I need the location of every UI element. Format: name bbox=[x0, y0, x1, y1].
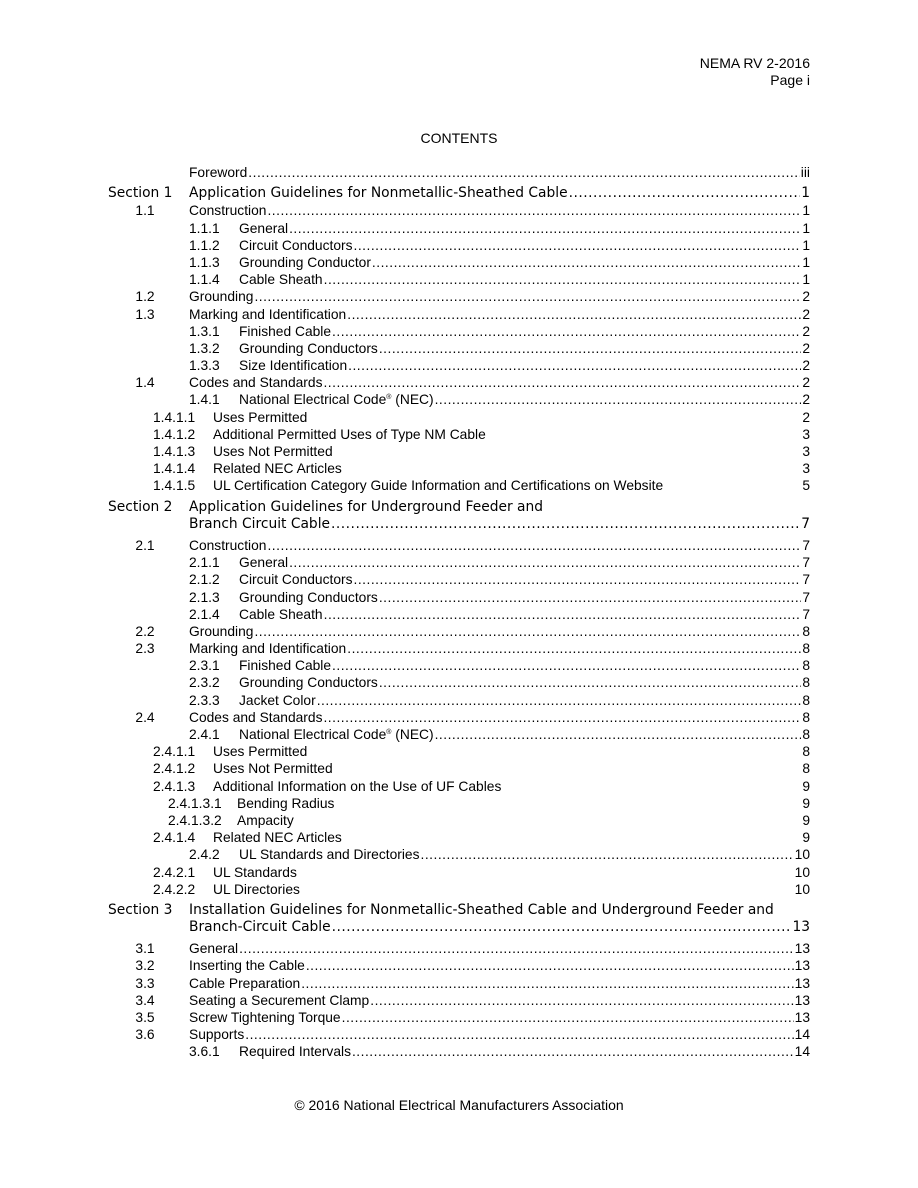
toc-entry-title-line bbox=[189, 185, 810, 202]
toc-entry-number: 1.4 bbox=[135, 375, 155, 391]
toc-page-number: 1 bbox=[801, 185, 810, 202]
dot-leader bbox=[332, 919, 792, 936]
toc-entry-number: 1.4.1 bbox=[189, 392, 220, 408]
toc-entry-number: 2.1.2 bbox=[189, 572, 220, 588]
dot-leader bbox=[435, 391, 802, 408]
toc-entry-number: 2.4.1 bbox=[189, 727, 220, 742]
toc-entry-title: Finished Cable bbox=[239, 323, 332, 339]
toc-entry[interactable] bbox=[108, 202, 810, 219]
toc-entry-title-line bbox=[213, 881, 300, 898]
registered-mark: ® bbox=[386, 394, 392, 402]
toc-entry-number: 2.4.2.2 bbox=[153, 881, 196, 897]
toc-entry[interactable] bbox=[108, 606, 810, 623]
toc-entry[interactable] bbox=[108, 537, 810, 554]
toc-entry-number: 3.1 bbox=[135, 941, 155, 957]
toc-page-number: 13 bbox=[794, 992, 810, 1008]
toc-entry[interactable] bbox=[108, 306, 810, 323]
toc-entry-title: Related NEC Articles bbox=[213, 830, 342, 846]
toc-entry-title: Branch Circuit Cable bbox=[189, 515, 331, 532]
toc-entry-number: 3.3 bbox=[135, 975, 155, 991]
toc-entry[interactable] bbox=[108, 185, 810, 202]
toc-entry-title-line bbox=[189, 940, 810, 957]
toc-entry[interactable] bbox=[108, 674, 810, 691]
toc-page-number: 9 bbox=[802, 795, 810, 811]
dot-leader bbox=[332, 657, 801, 674]
toc-page-number: 2 bbox=[802, 306, 810, 322]
toc-entry-title-line bbox=[239, 220, 810, 237]
toc-entry[interactable] bbox=[108, 795, 810, 812]
toc-page-number: 10 bbox=[794, 847, 810, 863]
toc-entry-title: Grounding bbox=[189, 623, 254, 639]
toc-entry-title-line bbox=[189, 202, 810, 219]
dot-leader bbox=[254, 288, 801, 305]
toc-entry[interactable] bbox=[108, 657, 810, 674]
toc-page-number: 1 bbox=[802, 203, 810, 219]
toc-page-number: 3 bbox=[802, 461, 810, 477]
toc-entry-title: UL Certification Category Guide Information and Certifications on Website bbox=[213, 478, 664, 494]
dot-leader bbox=[324, 271, 802, 288]
toc-entry-title: Cable Preparation bbox=[189, 975, 301, 991]
toc-entry-title: Size Identification bbox=[239, 358, 348, 374]
toc-entry-title-line bbox=[239, 271, 810, 288]
toc-page-number: 2 bbox=[802, 375, 810, 391]
toc-entry-title-line bbox=[213, 426, 486, 443]
toc-entry[interactable] bbox=[108, 426, 810, 443]
toc-entry-title-line bbox=[239, 589, 810, 606]
dot-leader bbox=[332, 323, 801, 340]
toc-entry-number: 1.1.3 bbox=[189, 254, 220, 270]
toc-entry-number: 1.2 bbox=[135, 289, 155, 305]
toc-page-number: 13 bbox=[794, 941, 810, 957]
dot-leader bbox=[323, 709, 801, 726]
toc-entry-title: General bbox=[189, 941, 239, 957]
toc-entry-title-line bbox=[189, 992, 810, 1009]
toc-entry[interactable] bbox=[108, 516, 810, 533]
toc-entry-number: 2.4.2.1 bbox=[153, 864, 196, 880]
toc-entry-title-line bbox=[189, 957, 810, 974]
toc-entry-title: Grounding Conductors bbox=[239, 589, 378, 605]
toc-entry-title-line bbox=[213, 443, 333, 460]
toc-page-number: 2 bbox=[802, 409, 810, 425]
toc-page-number: 13 bbox=[792, 919, 810, 936]
toc-entry-number: 1.1 bbox=[135, 203, 155, 219]
toc-entry[interactable] bbox=[108, 391, 810, 408]
toc-entry-number: 3.6 bbox=[135, 1027, 155, 1043]
table-of-contents bbox=[108, 164, 810, 1061]
dot-leader bbox=[323, 374, 801, 391]
toc-page-number: 2 bbox=[802, 289, 810, 305]
toc-entry-title: Installation Guidelines for Nonmetallic-Sheathed Cable and Underground Feeder and bbox=[189, 901, 774, 918]
toc-page-number: 8 bbox=[802, 623, 810, 639]
toc-entry-title: Grounding bbox=[189, 289, 254, 305]
copyright-footer: © 2016 National Electrical Manufacturers Association bbox=[294, 1097, 624, 1113]
dot-leader bbox=[239, 940, 794, 957]
toc-entry-title: Branch-Circuit Cable bbox=[189, 919, 331, 936]
toc-entry[interactable] bbox=[108, 812, 810, 829]
toc-entry-title-line bbox=[189, 623, 810, 640]
toc-entry-number: 3.6.1 bbox=[189, 1044, 220, 1060]
toc-page-number: 2 bbox=[802, 323, 810, 339]
toc-entry-title-suffix: (NEC) bbox=[391, 727, 434, 742]
toc-page-number: 8 bbox=[802, 675, 810, 691]
toc-entry[interactable] bbox=[108, 975, 810, 992]
toc-entry[interactable] bbox=[108, 709, 810, 726]
toc-entry[interactable] bbox=[108, 726, 810, 743]
dot-leader bbox=[347, 640, 801, 657]
dot-leader bbox=[317, 692, 802, 709]
toc-entry-number: 2.4.1.4 bbox=[153, 830, 196, 846]
toc-entry-number: 2.1.1 bbox=[189, 555, 220, 571]
toc-entry-title-line bbox=[239, 357, 810, 374]
toc-entry[interactable] bbox=[108, 554, 810, 571]
dot-leader bbox=[372, 254, 801, 271]
dot-leader bbox=[347, 306, 801, 323]
toc-entry[interactable] bbox=[108, 743, 810, 760]
toc-page-number: 13 bbox=[794, 958, 810, 974]
toc-page-number: 8 bbox=[802, 709, 810, 725]
toc-entry-title: Grounding Conductors bbox=[239, 675, 378, 691]
toc-page-number: 9 bbox=[802, 778, 810, 794]
toc-entry[interactable] bbox=[108, 589, 810, 606]
dot-leader bbox=[324, 606, 802, 623]
dot-leader bbox=[306, 957, 794, 974]
toc-entry-title-line bbox=[239, 571, 810, 588]
toc-entry-title: National Electrical Code bbox=[239, 392, 387, 408]
toc-entry-number: 2.3 bbox=[135, 641, 155, 657]
dot-leader bbox=[420, 846, 793, 863]
toc-page-number: 2 bbox=[802, 392, 810, 408]
toc-entry-title-line bbox=[189, 306, 810, 323]
toc-entry-title-line bbox=[189, 164, 810, 181]
toc-entry-title: Marking and Identification bbox=[189, 306, 347, 322]
dot-leader bbox=[379, 674, 801, 691]
toc-entry-title-line bbox=[189, 537, 810, 554]
toc-page-number: 8 bbox=[802, 761, 810, 777]
toc-entry-number: Section 2 bbox=[108, 498, 173, 515]
toc-entry-title: UL Standards bbox=[213, 864, 297, 880]
toc-entry[interactable] bbox=[108, 640, 810, 657]
toc-entry-title-line bbox=[239, 391, 810, 408]
toc-page-number: 3 bbox=[802, 444, 810, 459]
toc-entry-number: 2.1.4 bbox=[189, 606, 220, 622]
toc-entry[interactable] bbox=[108, 271, 810, 288]
toc-entry-title: Construction bbox=[189, 537, 267, 553]
toc-entry-title: Screw Tightening Torque bbox=[189, 1010, 341, 1025]
toc-page-number: 8 bbox=[802, 744, 810, 760]
toc-entry[interactable] bbox=[108, 323, 810, 340]
toc-entry-title: Uses Permitted bbox=[213, 744, 308, 760]
toc-entry[interactable] bbox=[108, 829, 810, 846]
toc-entry-title: UL Standards and Directories bbox=[239, 847, 420, 863]
dot-leader bbox=[245, 1026, 793, 1043]
toc-entry[interactable] bbox=[108, 692, 810, 709]
registered-mark: ® bbox=[386, 729, 392, 736]
toc-entry-title: General bbox=[239, 220, 289, 236]
toc-entry[interactable] bbox=[108, 499, 810, 516]
toc-entry-title: Required Intervals bbox=[239, 1044, 351, 1060]
toc-entry-number: 1.4.1.3 bbox=[153, 444, 196, 459]
toc-entry[interactable] bbox=[108, 957, 810, 974]
dot-leader bbox=[435, 726, 802, 743]
toc-entry-title: Additional Information on the Use of UF Cables bbox=[213, 778, 502, 794]
dot-leader bbox=[569, 185, 801, 202]
toc-entry-title: Construction bbox=[189, 203, 267, 219]
toc-entry-title: Jacket Color bbox=[239, 692, 316, 708]
toc-entry-title-line bbox=[213, 829, 342, 846]
toc-entry-number: 2.4.1.1 bbox=[153, 744, 196, 760]
toc-entry-title-line bbox=[189, 1009, 810, 1026]
toc-entry-title: Foreword bbox=[189, 165, 248, 180]
toc-entry-number: Section 3 bbox=[108, 901, 173, 918]
toc-entry-title-line bbox=[213, 743, 307, 760]
toc-page-number: 7 bbox=[802, 606, 810, 622]
toc-entry-title-line bbox=[189, 709, 810, 726]
dot-leader bbox=[353, 237, 801, 254]
toc-entry[interactable] bbox=[108, 477, 810, 494]
toc-entry[interactable] bbox=[108, 902, 810, 919]
toc-entry-number: 3.5 bbox=[135, 1010, 155, 1025]
toc-entry-title-line bbox=[189, 1026, 810, 1043]
toc-entry[interactable] bbox=[108, 1009, 810, 1026]
toc-page-number: 2 bbox=[802, 358, 810, 374]
toc-entry[interactable] bbox=[108, 254, 810, 271]
toc-entry-title: National Electrical Code bbox=[239, 727, 387, 742]
toc-entry-title: Uses Not Permitted bbox=[213, 444, 333, 459]
toc-entry[interactable] bbox=[108, 864, 810, 881]
toc-entry-number: 1.4.1.4 bbox=[153, 461, 196, 477]
toc-entry-number: 1.3.1 bbox=[189, 323, 220, 339]
toc-page-number: 1 bbox=[802, 237, 810, 253]
toc-entry-title: General bbox=[239, 555, 289, 571]
toc-entry[interactable] bbox=[108, 919, 810, 936]
toc-entry-title-line bbox=[213, 409, 307, 426]
toc-entry-title: Circuit Conductors bbox=[239, 572, 353, 588]
toc-page-number: 7 bbox=[802, 589, 810, 605]
toc-entry[interactable] bbox=[108, 992, 810, 1009]
toc-entry-number: 2.4.1.3 bbox=[153, 778, 196, 794]
toc-entry-title-line bbox=[189, 516, 810, 533]
toc-entry-title-line bbox=[189, 975, 810, 992]
toc-entry[interactable] bbox=[108, 237, 810, 254]
toc-entry-title: Uses Not Permitted bbox=[213, 761, 333, 777]
toc-entry-title-line bbox=[189, 640, 810, 657]
toc-entry-title: Supports bbox=[189, 1027, 245, 1043]
toc-entry-title: Cable Sheath bbox=[239, 606, 323, 622]
dot-leader bbox=[342, 1009, 794, 1026]
toc-entry-title-line bbox=[189, 374, 810, 391]
toc-entry[interactable] bbox=[108, 778, 810, 795]
toc-page-number: 1 bbox=[802, 220, 810, 236]
toc-entry-title: Ampacity bbox=[237, 812, 294, 828]
toc-entry-title: UL Directories bbox=[213, 881, 300, 897]
toc-entry[interactable] bbox=[108, 288, 810, 305]
toc-entry-title-line bbox=[239, 340, 810, 357]
toc-page-number: 13 bbox=[794, 975, 810, 991]
dot-leader bbox=[353, 571, 801, 588]
page-title: CONTENTS bbox=[420, 130, 498, 146]
toc-entry-title-line bbox=[189, 919, 810, 936]
toc-entry-number: 2.3.2 bbox=[189, 675, 220, 691]
toc-entry-title: Codes and Standards bbox=[189, 375, 323, 391]
toc-entry[interactable] bbox=[108, 340, 810, 357]
toc-page-number: 8 bbox=[802, 641, 810, 657]
dot-leader bbox=[289, 220, 801, 237]
toc-entry-number: 2.4 bbox=[135, 709, 155, 725]
toc-entry-number: 1.3 bbox=[135, 306, 155, 322]
toc-entry-number: Section 1 bbox=[108, 185, 173, 202]
toc-entry-title: Bending Radius bbox=[237, 795, 335, 811]
toc-entry-title: Codes and Standards bbox=[189, 709, 323, 725]
toc-page-number: 8 bbox=[802, 692, 810, 708]
toc-page-number: 1 bbox=[802, 254, 810, 270]
toc-entry-title-line bbox=[239, 1043, 810, 1060]
toc-page-number: 13 bbox=[794, 1010, 810, 1025]
toc-page-number: 10 bbox=[794, 864, 810, 880]
toc-entry-title-line bbox=[239, 692, 810, 709]
toc-entry-title-line bbox=[189, 902, 774, 919]
toc-entry[interactable] bbox=[108, 220, 810, 237]
toc-entry-title: Application Guidelines for Nonmetallic-Sheathed Cable bbox=[189, 185, 568, 202]
toc-entry-number: 3.2 bbox=[135, 958, 155, 974]
toc-entry-title: Marking and Identification bbox=[189, 641, 347, 657]
toc-entry-title-line bbox=[239, 657, 810, 674]
toc-entry-number: 2.4.1.2 bbox=[153, 761, 196, 777]
toc-page-number: 7 bbox=[802, 537, 810, 553]
toc-entry-title: Grounding Conductors bbox=[239, 340, 378, 356]
toc-entry[interactable] bbox=[108, 443, 810, 460]
toc-page-number: 7 bbox=[802, 555, 810, 571]
toc-entry[interactable] bbox=[108, 1043, 810, 1060]
toc-entry-title-line bbox=[239, 726, 810, 743]
toc-entry-title: Related NEC Articles bbox=[213, 461, 342, 477]
toc-entry-title: Inserting the Cable bbox=[189, 958, 305, 974]
toc-entry-number: 1.4.1.5 bbox=[153, 478, 196, 494]
toc-entry-number: 1.1.2 bbox=[189, 237, 220, 253]
toc-entry-number: 2.1.3 bbox=[189, 589, 220, 605]
toc-entry-title-line bbox=[239, 323, 810, 340]
toc-entry[interactable] bbox=[108, 760, 810, 777]
dot-leader bbox=[331, 516, 800, 533]
document-id: NEMA RV 2-2016 bbox=[699, 55, 810, 71]
toc-entry-title-line bbox=[239, 674, 810, 691]
toc-entry-title: Additional Permitted Uses of Type NM Cable bbox=[213, 426, 486, 442]
toc-page-number: 10 bbox=[794, 881, 810, 897]
toc-entry-title: Circuit Conductors bbox=[239, 237, 353, 253]
toc-page-number: 9 bbox=[802, 812, 810, 828]
toc-entry-number: 1.3.2 bbox=[189, 340, 220, 356]
toc-entry-title: Grounding Conductor bbox=[239, 254, 371, 270]
toc-entry-title: Finished Cable bbox=[239, 658, 332, 674]
toc-page-number: 3 bbox=[802, 426, 810, 442]
dot-leader bbox=[301, 975, 793, 992]
toc-entry-title-line bbox=[239, 846, 810, 863]
toc-entry-title-line bbox=[239, 254, 810, 271]
toc-entry-title-line bbox=[237, 812, 294, 829]
toc-page-number: 1 bbox=[802, 272, 810, 288]
toc-entry-number: 2.1 bbox=[135, 537, 155, 553]
toc-entry[interactable] bbox=[108, 1026, 810, 1043]
dot-leader bbox=[254, 623, 801, 640]
dot-leader bbox=[379, 340, 801, 357]
toc-entry-number: 2.2 bbox=[135, 623, 155, 639]
toc-page-number: 7 bbox=[801, 515, 810, 532]
toc-entry-title-line bbox=[239, 606, 810, 623]
toc-entry-title-line bbox=[189, 499, 543, 516]
toc-page-number: 9 bbox=[802, 830, 810, 846]
toc-entry-number: 1.1.1 bbox=[189, 220, 220, 236]
toc-entry[interactable] bbox=[108, 881, 810, 898]
toc-page-number: iii bbox=[800, 165, 810, 180]
page-header bbox=[700, 55, 810, 89]
toc-entry[interactable] bbox=[108, 409, 810, 426]
toc-entry-title-line bbox=[239, 554, 810, 571]
toc-page-number: 2 bbox=[802, 340, 810, 356]
dot-leader bbox=[379, 589, 801, 606]
toc-entry[interactable] bbox=[108, 846, 810, 863]
dot-leader bbox=[348, 357, 801, 374]
toc-page-number: 14 bbox=[794, 1027, 810, 1043]
toc-entry-title-line bbox=[213, 864, 297, 881]
toc-page-number: 8 bbox=[802, 658, 810, 674]
toc-entry[interactable] bbox=[108, 374, 810, 391]
toc-entry-title-suffix: (NEC) bbox=[391, 392, 434, 408]
dot-leader bbox=[352, 1043, 794, 1060]
toc-entry-number: 3.4 bbox=[135, 992, 155, 1008]
toc-entry-title-line bbox=[239, 237, 810, 254]
toc-entry[interactable] bbox=[108, 164, 810, 181]
toc-entry-title-line bbox=[237, 795, 334, 812]
toc-entry-title-line bbox=[213, 778, 501, 795]
toc-entry-title-line bbox=[189, 288, 810, 305]
toc-entry[interactable] bbox=[108, 460, 810, 477]
toc-entry-title: Application Guidelines for Underground Feeder and bbox=[189, 498, 543, 515]
toc-entry-number: 2.3.1 bbox=[189, 658, 220, 674]
toc-entry-title: Seating a Securement Clamp bbox=[189, 992, 370, 1008]
toc-page-number: 5 bbox=[802, 478, 810, 494]
toc-entry[interactable] bbox=[108, 357, 810, 374]
toc-entry-number: 2.4.1.3.2 bbox=[168, 812, 222, 828]
dot-leader bbox=[267, 537, 801, 554]
toc-page-number: 14 bbox=[794, 1044, 810, 1060]
toc-entry-number: 2.3.3 bbox=[189, 692, 220, 708]
toc-entry-title: Uses Permitted bbox=[213, 409, 308, 425]
toc-entry-title: Cable Sheath bbox=[239, 272, 323, 288]
toc-page-number: 8 bbox=[802, 727, 810, 742]
toc-entry[interactable] bbox=[108, 571, 810, 588]
toc-entry[interactable] bbox=[108, 940, 810, 957]
toc-entry-number: 1.1.4 bbox=[189, 272, 220, 288]
toc-entry-number: 1.3.3 bbox=[189, 358, 220, 374]
dot-leader bbox=[267, 202, 801, 219]
dot-leader bbox=[370, 992, 793, 1009]
toc-entry-number: 2.4.2 bbox=[189, 847, 220, 863]
toc-page-number: 7 bbox=[802, 572, 810, 588]
dot-leader bbox=[248, 164, 800, 181]
toc-entry-number: 2.4.1.3.1 bbox=[168, 795, 222, 811]
toc-entry-number: 1.4.1.2 bbox=[153, 426, 196, 442]
dot-leader bbox=[289, 554, 801, 571]
toc-entry[interactable] bbox=[108, 623, 810, 640]
toc-entry-title-line bbox=[213, 760, 333, 777]
toc-entry-title-line bbox=[213, 477, 663, 494]
page-number: Page i bbox=[770, 72, 810, 88]
toc-entry-number: 1.4.1.1 bbox=[153, 409, 196, 425]
toc-entry-title-line bbox=[213, 460, 342, 477]
